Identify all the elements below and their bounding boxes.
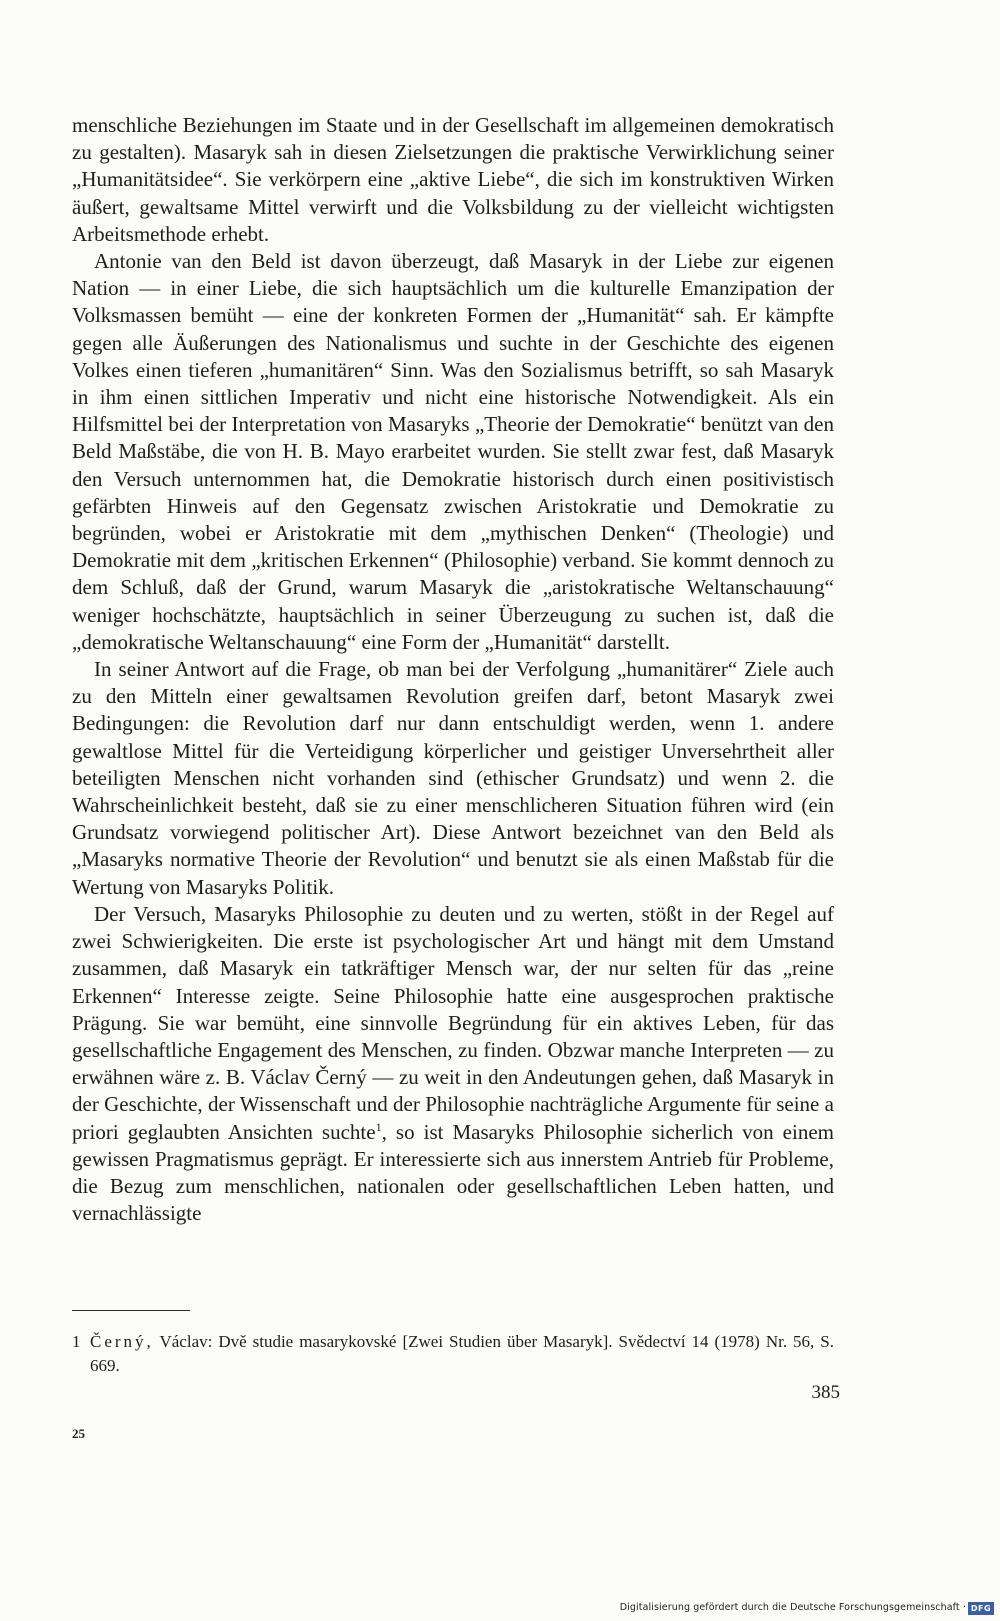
footnote-author: Černý, — [90, 1332, 154, 1351]
paragraph-2: Antonie van den Beld ist davon überzeugt, daß Masaryk in der Liebe zur eigenen Nation — in einer Liebe, die sich hauptsächlich um die kulturelle Emanzipation der Volksmassen bemüht — eine der konkreten Formen der „Humanität“ sah. Er kämpfte gegen alle Äußerungen des Nationalismus und suchte in der Geschichte des eigenen Volkes einen tieferen „humanitären“ Sinn. Was den Sozialismus betrifft, so sah Masaryk in ihm einen sittlichen Imperativ und nicht eine historische Notwendigkeit. Als ein Hilfsmittel bei der Interpretation von Masaryks „Theorie der Demokratie“ benützt van den Beld Maßstäbe, die von H. B. Mayo erarbeitet wurden. Sie stellt zwar fest, daß Masaryk den Versuch unternommen hat, die Demokratie historisch durch einen positivistisch gefärbten Hinweis auf den Gegensatz zwischen Aristokratie und Demokratie zu begründen, wobei er Aristokratie mit dem „mythischen Denken“ (Theologie) und Demokratie mit dem „kritischen Erkennen“ (Philosophie) verband. Sie kommt dennoch zu dem Schluß, daß der Grund, warum Masaryk die „aristokratische Weltanschauung“ weniger hochschätzte, hauptsächlich in seiner Überzeugung zu suchen ist, daß die „demokratische Weltanschauung“ eine Form der „Humanität“ darstellt. — [72, 249, 834, 654]
footnote-divider — [72, 1310, 190, 1311]
sheet-number: 25 — [72, 1426, 85, 1441]
body-text — [72, 112, 834, 1227]
paragraph-1: menschliche Beziehungen im Staate und in der Gesellschaft im allgemeinen demokratisch zu gestalten). Masaryk sah in diesen Zielsetzungen die praktische Verwirklichung seiner „Humanitätsidee“. Sie verkörpern eine „aktive Liebe“, die sich im konstruktiven Wirken äußert, gewaltsame Mittel verwirft und die Volksbildung zu der vielleicht wichtigsten Arbeitsmethode erhebt. — [72, 113, 834, 246]
paragraph-3: In seiner Antwort auf die Frage, ob man bei der Verfolgung „humanitärer“ Ziele auch zu den Mitteln einer gewaltsamen Revolution greifen darf, betont Masaryk zwei Bedingungen: die Revolution darf nur dann entschuldigt werden, wenn 1. andere gewaltlose Mittel für die Verteidigung körperlicher und geistiger Unversehrtheit aller beteiligten Menschen nicht vorhanden sind (ethischer Grundsatz) und wenn 2. die Wahrscheinlichkeit besteht, daß sie zu einer menschlicheren Situation führen wird (ein Grundsatz vorwiegend politischer Art). Diese Antwort bezeichnet van den Beld als „Masaryks normative Theorie der Revolution“ und benutzt sie als einen Maßstab für die Wertung von Masaryks Politik. — [72, 657, 834, 899]
paragraph-4-text: Der Versuch, Masaryks Philosophie zu deuten und zu werten, stößt in der Regel auf zwei Schwierigkeiten. Die erste ist psychologischer Art und hängt mit dem Umstand zusammen, daß Masaryk ein tatkräftiger Mensch war, der nur selten für das „reine Erkennen“ Interesse zeigte. Seine Philosophie hatte eine ausgesprochen praktische Prägung. Sie war bemüht, eine sinnvolle Begründung für ein aktives Leben, für das gesellschaftliche Engagement des Menschen, zu finden. Obzwar manche Interpreten — zu erwähnen wäre z. B. Václav Černý — zu weit in den Andeutungen gehen, daß Masaryk in der Geschichte, der Wissenschaft und der Philosophie nachträgliche Argumente für seine a priori geglaubten Ansichten suchte — [72, 901, 834, 1144]
footnote-text: Václav: Dvě studie masarykovské [Zwei Studien über Masaryk]. Svědectví 14 (1978) Nr. 56, S. 669. — [90, 1332, 834, 1375]
dfg-logo: DFG — [968, 1602, 994, 1615]
footnote-reference: 1 — [375, 1119, 382, 1134]
footnote-number: 1 — [72, 1332, 81, 1351]
digitization-credit: Digitalisierung gefördert durch die Deutsche Forschungsgemeinschaft · — [619, 1602, 966, 1613]
paragraph-4-tail: , so ist Masaryks Philosophie sicherlich von einem gewissen Pragmatismus geprägt. Er interessierte sich aus innerstem Antrieb für Probleme, die Bezug zum menschlichen, nationalen oder gesellschaftlichen Leben hatten, und vernachlässigte — [72, 1119, 834, 1226]
page-number: 385 — [811, 1382, 840, 1403]
footnote — [72, 1330, 834, 1378]
paragraph-4 — [72, 901, 834, 1227]
